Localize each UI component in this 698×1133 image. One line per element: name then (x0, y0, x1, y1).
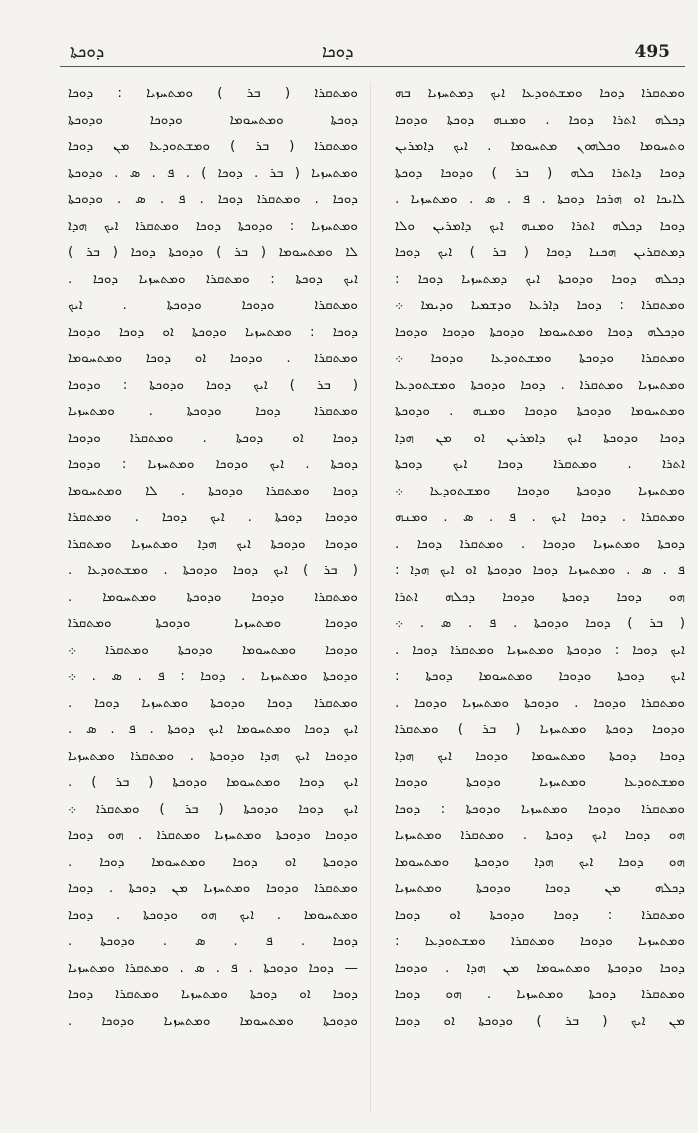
text-line: ܕܘܟܐ ܘܡܬܩܪܐ ܘܕܘܟܬܐ . ܠܐ ܘܡܬܚܘܡܐ (68, 482, 358, 499)
text-line: ܘܡܬܚܙܝܐ ( ܒܪ . ܕܘܟܐ ) . ܦ . ܣ . ܘܕܘܟܬܐ (68, 164, 358, 181)
text-line: ܘܡܬܩܪܐ ܘܕܘܟܬܐ ܘܡܫܬܘܕܥܐ ܘܕܘܟܐ ܀ (395, 350, 685, 366)
text-line: ܕܘܟܐ ܘܕܘܟܬܐ ܐܝܟ ܕܐܡܪܝܢ ܐܘ ܡܢ ܗܕܐ (395, 429, 685, 446)
text-line: ܘܡܬܩܪܐ ( ܒܪ ) ܘܡܫܬܘܕܥܐ ܡܢ ܕܘܟܐ (68, 138, 358, 154)
text-line: ܕܘܟܐ ܕܐܬܪܐ ܟܠܗ ( ܒܪ ) ܘܕܘܟܐ ܕܘܟܬܐ (395, 164, 685, 181)
text-line: ܕܟܠܗ ܡܢ ܕܘܟܐ ܘܕܘܟܬܐ ܘܡܬܚܙܝܐ (395, 880, 685, 896)
text-line: ܘܡܬܩܪܐ ܘܕܘܟܐ . ܘܕܘܟܬܐ ܘܡܬܚܙܝܐ ܘܕܘܟܐ . (395, 694, 685, 711)
text-line: ܘܡܬܚܘܡܐ . ܐܝܟ ܗܘ ܘܕܘܟܬܐ . ܕܘܟܐ (68, 906, 358, 923)
text-line: ܘܡܬܚܙܝܐ ܘܕܘܟܐ ܘܡܬܩܪܐ ܘܡܫܬܘܕܥܐ : (395, 933, 685, 949)
text-line: ܘܕܘܟܐ ܕܘܟܬܐ ܘܡܬܚܙܝܐ ( ܒܪ ) ܘܡܬܩܪܐ (395, 721, 685, 737)
text-line: ܕܘܟܐ ܐܘ ܕܘܟܬܐ ܘܡܬܚܙܝܐ ܘܡܬܩܪܐ ܕܘܟܐ (68, 986, 358, 1002)
text-line: ܠܐ ܘܡܬܚܘܡܐ ( ܒܪ ) ܘܕܘܟܬܐ ܕܘܟܐ ( ܒܪ ) (68, 244, 358, 260)
text-line: ܐܝܟ ܕܘܟܐ ܘܡܬܚܘܡܐ ܘܕܘܟܬܐ ( ܒܪ ) . (68, 774, 358, 790)
text-line: ܘܡܬܩܪܐ ܘܕܘܟܐ ܘܕܘܟܬܐ . ܐܝܟ (68, 297, 358, 313)
text-line: ܘܕܘܟܐ ܐܝܟ ܗܕܐ ܘܕܘܟܬܐ . ܘܡܬܩܪܐ ܘܡܬܚܙܝܐ (68, 747, 358, 764)
text-line: ( ܒܪ ) ܐܝܟ ܕܘܟܐ ܘܕܘܟܬܐ : ܘܕܘܟܐ (68, 376, 358, 393)
text-line: ܘܕܘܟܐ ܘܡܬܚܘܡܐ ܘܕܘܟܬܐ ܘܡܬܩܪܐ ܀ (68, 641, 358, 658)
text-line: ܕܘܟܐ ܕܘܟܬܐ ܘܡܬܚܘܡܐ ܘܕܘܟܐ ܐܝܟ ܗܕܐ (395, 747, 685, 764)
page-header (0, 38, 698, 68)
text-line: — ܕܘܟܐ ܘܕܘܟܬܐ . ܦ . ܣ . ܘܡܬܩܪܐ ܘܡܬܚܙܝܐ (68, 959, 358, 976)
running-head-center: ܕܘܟܐ (322, 42, 354, 62)
text-line: ܕܘܟܐ ܐܘ ܕܘܟܬܐ . ܘܡܬܩܪܐ ܘܕܘܟܐ (68, 429, 358, 446)
page-number: 495 (634, 42, 670, 62)
text-line: ܘܕܘܟܬܐ ܘܡܬܚܘܡܐ ܘܡܬܚܙܝܐ ܘܕܘܟܐ . (68, 1012, 358, 1029)
text-line: ܘܕܘܟܬܐ ܐܘ ܕܘܟܐ ܘܡܬܚܘܡܐ ܕܘܟܐ . (68, 853, 358, 870)
text-line: ܕܘܟܬܐ ܘܡܬܚܙܝܐ ܘܕܘܟܐ . ܘܡܬܩܪܐ ܕܘܟܐ . (395, 535, 685, 552)
text-line: ܐܝܟ ܕܘܟܬܐ ܘܕܘܟܐ ܘܡܬܚܘܡܐ ܕܘܟܬܐ : (395, 668, 685, 684)
text-line: ܘܡܫܬܘܕܥܐ ܘܡܬܚܙܝܐ ܘܕܘܟܬܐ ܘܕܘܟܐ (395, 774, 685, 790)
text-line: ܗܘ ܕܘܟܐ ܐܝܟ ܗܕܐ ܘܕܘܟܬܐ ܘܡܬܚܘܡܐ (395, 853, 685, 870)
text-line: ܘܡܬܚܙܝܐ ܘܡܬܩܪܐ . ܕܘܟܐ ܘܕܘܟܬܐ ܘܡܫܬܘܕܥܐ (395, 376, 685, 393)
text-line: ܗܘ ܕܘܟܐ ܕܘܟܬܐ ܘܕܘܟܐ ܕܟܠܗ ܐܬܪܐ (395, 588, 685, 605)
text-line: ܡܢ ܐܝܟ ( ܒܪ ) ܘܕܘܟܬܐ ܐܘ ܕܘܟܐ (395, 1012, 685, 1029)
text-line: ܘܡܬܚܘܡܐ ܘܕܘܟܬܐ ܘܕܘܟܐ ܘܡܢܗ . ܘܕܘܟܬܐ (395, 403, 685, 419)
text-line: ܕܘܟܐ ܘܕܘܟܬܐ ܘܡܬܚܘܡܐ ܡܢ ܗܕܐ . ܘܕܘܟܐ (395, 959, 685, 976)
text-line: ܘܡܬܩܪܐ ܘܕܘܟܐ ܘܡܬܚܙܝܐ ܡܢ ܕܘܟܬܐ . ܕܘܟܐ (68, 880, 358, 896)
text-line: ܕܡܬܩܪܝܢ ܗܟܢܐ ܕܘܟܐ ( ܒܪ ) ܐܝܟ ܕܘܟܐ (395, 244, 685, 260)
text-line: ܕܘܟܐ . ܘܡܬܩܪܐ ܕܘܟܐ . ܦ . ܣ . ܘܕܘܟܬܐ (68, 191, 358, 207)
text-line: ܘܕܘܟܬܐ ܘܡܬܚܙܝܐ . ܕܘܟܐ : ܦ . ܣ . ܀ (68, 668, 358, 684)
text-line: ܘܕܘܟܐ ܘܡܬܚܙܝܐ ܘܕܘܟܬܐ ܘܡܬܩܪܐ (68, 615, 358, 631)
text-line: ܗܘ ܕܘܟܐ ܐܝܟ ܕܘܟܬܐ . ܘܡܬܩܪܐ ܘܡܬܚܙܝܐ (395, 827, 685, 843)
text-line: ܘܡܬܚܙܝܐ ܘܕܘܟܬܐ ܘܕܘܟܐ ܘܡܫܬܘܕܥܐ ܀ (395, 482, 685, 499)
text-line: ܘܡܬܩܪܐ ܘܕܘܟܐ ܘܡܬܚܙܝܐ ܘܕܘܟܬܐ : ܕܘܟܐ (395, 800, 685, 817)
text-line: ܘܡܬܩܪܐ ܘܕܘܟܐ ܘܕܘܟܬܐ ܘܡܬܚܘܡܐ . (68, 588, 358, 605)
text-line: ܕܟܠܗ ܐܬܪܐ ܕܘܟܐ . ܘܡܢܗ ܕܘܟܬܐ ܘܕܘܟܐ (395, 111, 685, 128)
text-line: ܐܝܟ ܕܘܟܬܐ : ܘܡܬܩܪܐ ܘܡܬܚܙܝܐ ܕܘܟܐ . (68, 270, 358, 287)
text-line: ܐܝܟ ܕܘܟܐ : ܘܕܘܟܬܐ ܘܡܬܚܙܝܐ ܘܡܬܩܪܐ ܕܘܟܐ . (395, 641, 685, 658)
column-divider (370, 82, 371, 1112)
text-line: ( ܒܪ ) ܕܘܟܐ ܘܕܘܟܬܐ . ܦ . ܣ . ܀ (395, 615, 685, 631)
text-line: ܕܟܠܗ ܕܘܟܐ ܘܕܘܟܬܐ ܐܝܟ ܕܡܬܚܙܝܐ ܕܘܟܐ : (395, 270, 685, 287)
header-rule (60, 66, 685, 67)
text-line: ܘܡܬܩܪܐ ( ܒܪ ) ܘܡܬܚܙܝܐ : ܕܘܟܐ (68, 85, 358, 101)
text-line: ܘܕܘܟܐ ܘܕܘܟܬܐ ܘܡܬܚܙܝܐ ܘܡܬܩܪܐ . ܗܘ ܕܘܟܐ (68, 827, 358, 843)
text-line: ܘܡܬܩܪܐ ܕܘܟܐ ܘܕܘܟܬܐ ܘܡܬܚܙܝܐ ܕܘܟܐ . (68, 694, 358, 711)
text-line: ܘܡܬܚܙܝܐ : ܘܕܘܟܬܐ ܕܘܟܐ ܘܡܬܩܪܐ ܐܝܟ ܗܕܐ (68, 217, 358, 234)
text-line: ܘܡܬܩܪܐ : ܕܘܟܐ ܘܕܘܟܬܐ ܐܘ ܕܘܟܐ (395, 906, 685, 923)
text-line: ܘܡܬܩܪܐ . ܘܕܘܟܐ ܐܘ ܕܘܟܐ ܘܡܬܚܘܡܐ (68, 350, 358, 366)
text-line: ܘܕܟܠܗ ܕܘܟܐ ܘܡܬܚܘܡܐ ܘܕܘܟܬܐ ܘܕܘܟܐ ܘܕܘܟܐ (395, 323, 685, 340)
text-line: ܐܬܪܐ . ܘܡܬܩܪܐ ܕܘܟܐ ܐܝܟ ܕܘܟܬܐ (395, 456, 685, 472)
text-line: ܘܕܘܟܐ ܕܘܟܬܐ . ܐܝܟ ܕܘܟܐ . ܘܡܬܩܪܐ (68, 509, 358, 525)
left-column (68, 80, 358, 1120)
text-line: ܕܘܟܬܐ ܘܡܬܚܘܡܐ ܘܕܘܟܐ ܘܕܘܟܬܐ (68, 111, 358, 128)
text-line: ܘܕܘܟܐ ܘܕܘܟܬܐ ܐܝܟ ܗܕܐ ܘܡܬܚܙܝܐ ܘܡܬܩܪܐ (68, 535, 358, 552)
text-line: ܦ . ܣ . ܘܡܬܚܙܝܐ ܕܘܟܐ ܘܕܘܟܬܐ ܐܘ ܐܝܟ ܗܕܐ : (395, 562, 685, 578)
text-line: ܠܐܝܟܐ ܐܘ ܗܪܟܐ ܕܘܟܬܐ . ܦ . ܣ . ܘܡܬܚܙܝܐ . (395, 191, 685, 207)
text-line: ܕܘܟܐ ܕܟܠܗ ܐܬܪܐ ܘܡܢܗ ܐܝܟ ܕܐܡܪܝܢ ܘܠܐ (395, 217, 685, 234)
text-line: ܘܡܬܩܪܐ ܕܘܟܐ ܘܡܫܬܘܕܥܐ ܐܝܟ ܕܡܬܚܙܝܐ ܒܗ (395, 85, 685, 101)
text-line: ܘܡܬܩܪܐ : ܕܘܟܐ ܕܐܪܥܐ ܘܕܫܡܝܐ ܘܕܝܡܐ ܀ (395, 297, 685, 313)
text-line: ܘܡܬܩܪܐ ܕܘܟܐ ܘܕܘܟܬܐ . ܘܡܬܚܙܝܐ (68, 403, 358, 419)
right-column (395, 80, 685, 1120)
text-line: ( ܒܪ ) ܐܝܟ ܕܘܟܐ ܘܕܘܟܬܐ . ܘܡܫܬܘܕܥܐ . (68, 562, 358, 578)
text-line: ܕܘܟܐ . ܦ . ܣ . ܘܕܘܟܬܐ . (68, 933, 358, 949)
text-line: ܕܘܟܬܐ . ܐܝܟ ܘܕܘܟܐ ܘܡܬܚܙܝܐ : ܘܕܘܟܐ (68, 456, 358, 472)
text-line: ܘܡܬܩܪܐ . ܕܘܟܐ ܐܝܟ . ܦ . ܣ . ܘܡܢܗ (395, 509, 685, 525)
text-line: ܘܬܚܘܡܐ ܘܟܠܗܘܢ ܡܬܚܘܡܐ . ܐܝܟ ܕܐܡܪܝܢ (395, 138, 685, 154)
running-head-left: ܕܘܟܬܐ (70, 42, 105, 62)
text-line: ܘܡܬܩܪܐ ܕܘܟܬܐ ܘܡܬܚܙܝܐ . ܗܘ ܕܘܟܐ (395, 986, 685, 1002)
text-line: ܐܝܟ ܕܘܟܐ ܘܕܘܟܬܐ ( ܒܪ ) ܘܡܬܩܪܐ ܀ (68, 800, 358, 817)
text-line: ܕܘܟܐ : ܘܡܬܚܙܝܐ ܘܕܘܟܬܐ ܐܘ ܕܘܟܐ ܘܕܘܟܐ (68, 323, 358, 340)
text-line: ܐܝܟ ܕܘܟܐ ܘܡܬܚܘܡܐ ܐܝܟ ܕܘܟܬܐ . ܦ . ܣ . (68, 721, 358, 737)
